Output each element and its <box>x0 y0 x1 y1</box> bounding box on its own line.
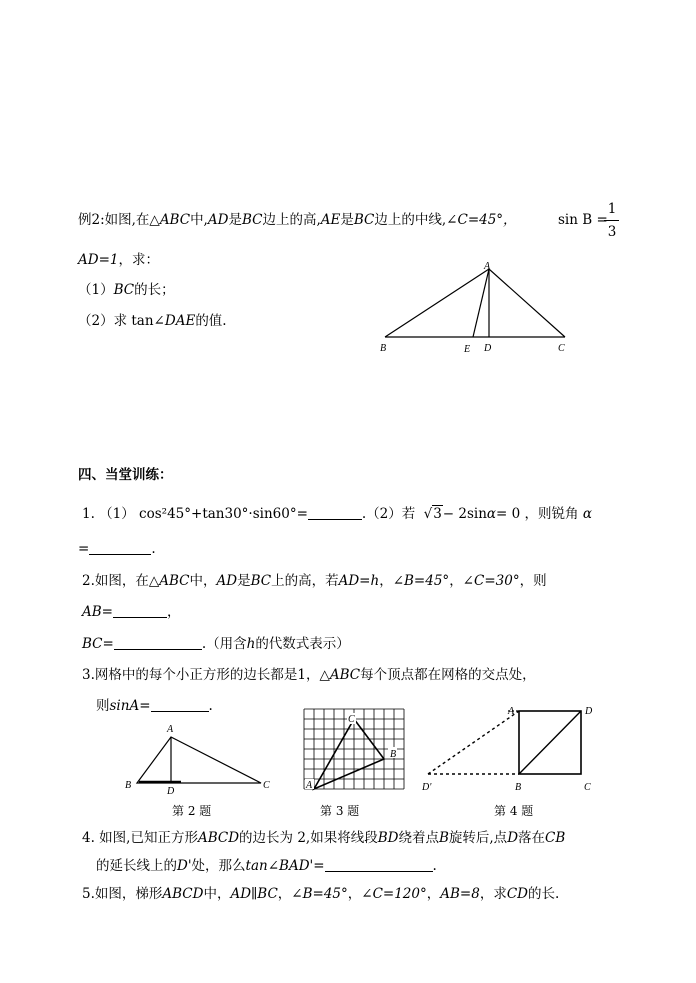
answer-blank-3[interactable] <box>151 697 209 712</box>
caption-problem-4: 第 4 题 <box>494 804 534 818</box>
diagonal-bd <box>519 711 581 774</box>
caption-problem-2: 第 2 题 <box>172 804 212 818</box>
example2-statement: 例2:如图,在△ABC中,AD是BC边上的高,AE是BC边上的中线,∠C=45°， <box>78 212 517 228</box>
example2-given: AD=1，求： <box>78 252 159 268</box>
label-d: D <box>167 786 175 797</box>
label-e: E <box>464 344 471 355</box>
example2-question-2: （2）求 tan∠DAE的值. <box>78 313 227 329</box>
problem-4-line-1: 4. 如图,已知正方形ABCD的边长为 2,如果将线段BD绕着点B旋转后,点D落在CB <box>82 830 566 846</box>
label-a: A <box>306 780 313 791</box>
figure-problem-2 <box>125 723 275 795</box>
problem-1-line-2: = . <box>78 541 156 557</box>
problem-3-line-2: 则sinA= . <box>96 698 213 714</box>
label-a: A <box>508 706 515 717</box>
segment-ad-prime <box>428 711 519 774</box>
median-ae <box>473 269 489 337</box>
answer-blank-2b[interactable] <box>114 635 202 650</box>
label-c: C <box>584 782 591 793</box>
label-b: B <box>515 782 522 793</box>
fraction-numerator: 1 <box>607 201 617 217</box>
answer-blank-1a[interactable] <box>308 505 362 520</box>
fraction-bar <box>604 220 619 221</box>
section-heading: 四、当堂训练： <box>78 467 173 483</box>
label-c: C <box>558 343 565 354</box>
triangle-outline <box>137 737 261 783</box>
problem-1-line-1: 1. （1） cos²45°+tan30°·sin60°= .（2）若 √3− 2sinα= 0 ，则锐角 α <box>82 506 592 522</box>
example2-question-1: （1）BC的长； <box>78 282 175 298</box>
problem-3-line-1: 3.网格中的每个小正方形的边长都是1，△ABC每个顶点都在网格的交点处， <box>82 667 536 683</box>
sin-b-equation: sin B = <box>558 212 608 228</box>
label-c: C <box>348 714 355 725</box>
label-b: B <box>125 780 132 791</box>
label-d: D <box>585 706 593 717</box>
figure-problem-3-grid <box>302 707 406 793</box>
label-d-prime: D' <box>422 782 432 793</box>
answer-blank-4[interactable] <box>325 857 433 872</box>
label-a: A <box>167 724 174 735</box>
problem-2-line-2: AB= ， <box>82 604 181 620</box>
problem-2-line-1: 2.如图，在△ABC中，AD是BC上的高，若AD=h，∠B=45°，∠C=30°，则 <box>82 573 547 589</box>
problem-5: 5.如图，梯形ABCD中，AD∥BC，∠B=45°，∠C=120°，AB=8，求CD的长. <box>82 886 560 902</box>
sqrt-symbol: √3 <box>423 506 442 522</box>
triangle-abc-figure <box>380 262 572 356</box>
caption-problem-3: 第 3 题 <box>320 804 360 818</box>
triangle-abc <box>314 719 384 789</box>
figure-problem-4 <box>422 702 604 794</box>
problem-4-line-2: 的延长线上的D'处，那么tan∠BAD'= . <box>96 858 437 874</box>
fraction-denominator: 3 <box>607 224 617 240</box>
label-b: B <box>390 749 397 760</box>
label-b: B <box>380 343 387 354</box>
answer-blank-1b[interactable] <box>89 540 151 555</box>
label-d: D <box>484 343 492 354</box>
label-c: C <box>263 780 270 791</box>
problem-2-line-3: BC= .（用含h的代数式表示） <box>82 636 350 652</box>
answer-blank-2a[interactable] <box>113 603 167 618</box>
label-a: A <box>484 261 491 272</box>
